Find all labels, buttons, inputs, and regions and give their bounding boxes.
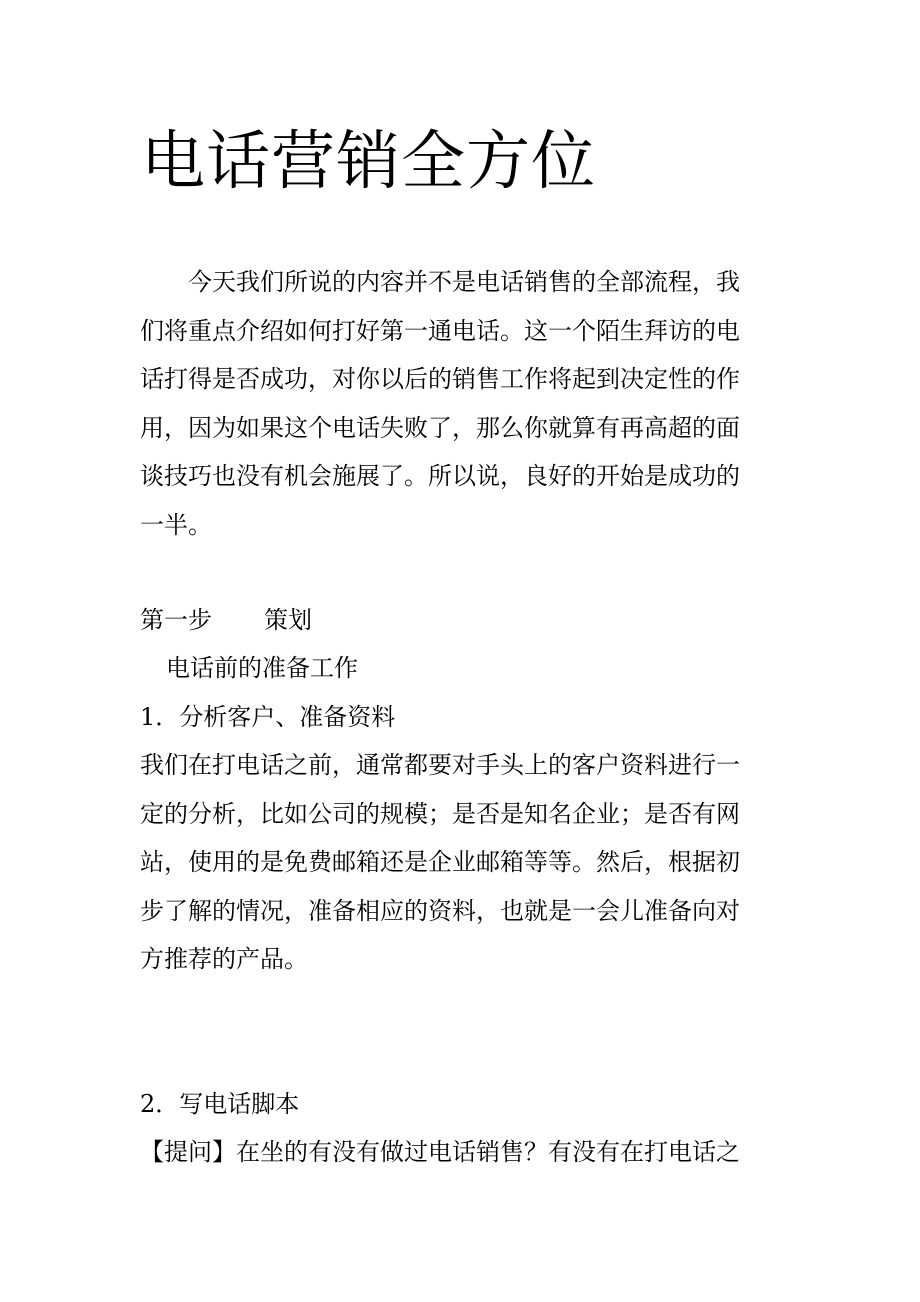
item-heading-text: 2．写电话脚本 — [140, 1090, 300, 1118]
intro-paragraph — [140, 258, 760, 549]
step-heading — [140, 596, 760, 645]
item-heading-text: 1．分析客户、准备资料 — [140, 703, 396, 731]
question-line: 【提问】在坐的有没有做过电话销售？有没有在打电话之 — [140, 1138, 740, 1166]
item-1-line: 步了解的情况，准备相应的资料，也就是一会儿准备向对 — [140, 896, 740, 925]
section-subheading — [140, 644, 760, 693]
intro-line: 一半。 — [140, 510, 212, 539]
intro-line: 今天我们所说的内容并不是电话销售的全部流程，我 — [188, 268, 740, 296]
step-name: 策划 — [264, 606, 312, 634]
item-heading-1 — [140, 693, 760, 742]
intro-line: 谈技巧也没有机会施展了。所以说，良好的开始是成功的 — [140, 462, 740, 490]
item-1-paragraph — [140, 741, 760, 984]
item-1-line: 我们在打电话之前，通常都要对手头上的客户资料进行一 — [140, 751, 740, 779]
item-1-line: 站，使用的是免费邮箱还是企业邮箱等等。然后，根据初 — [140, 848, 740, 876]
question-paragraph — [140, 1128, 760, 1177]
intro-line: 们将重点介绍如何打好第一通电话。这一个陌生拜访的电 — [140, 316, 740, 345]
document-title: 电话营销全方位 — [141, 125, 596, 199]
item-1-line: 方推荐的产品。 — [140, 945, 308, 973]
subheading-text: 电话前的准备工作 — [166, 654, 358, 682]
item-heading-2 — [140, 1080, 760, 1129]
intro-line: 用，因为如果这个电话失败了，那么你就算有再高超的面 — [140, 413, 740, 442]
step-label: 第一步 — [140, 606, 212, 634]
item-1-line: 定的分析，比如公司的规模；是否是知名企业；是否有网 — [140, 799, 740, 828]
intro-line: 话打得是否成功，对你以后的销售工作将起到决定性的作 — [140, 365, 740, 393]
